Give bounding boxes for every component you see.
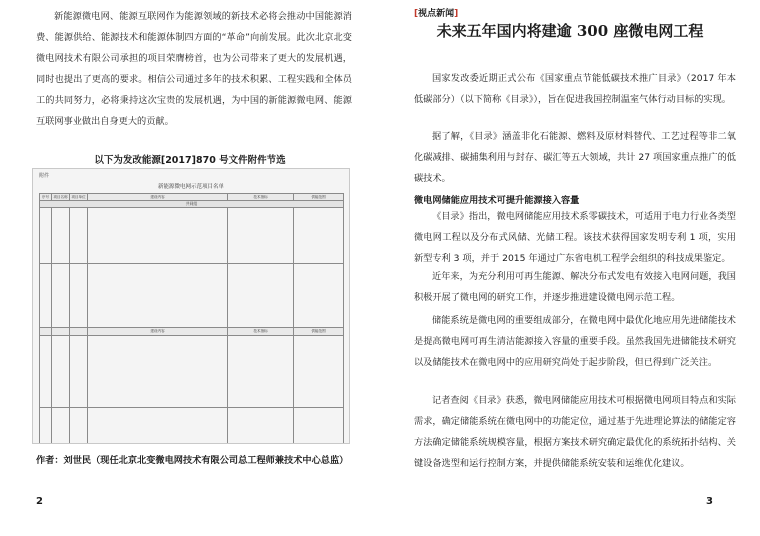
header-cell: 技术指标 xyxy=(228,194,294,201)
article-paragraph-1: 国家发改委近期正式公布《国家重点节能低碳技术推广目录》（2017 年本低碳部分）（以下简称《目录》），旨在促进我国控制温室气体行动目标的实现。 xyxy=(414,73,736,105)
article-paragraph-6: 记者查阅《目录》获悉，微电网储能应用技术可根据微电网项目特点和实际需求，确定储能系统在微电网中的功能定位，通过基于先进理论算法的储能定容方法确定储能系统规模容量，根据方案技术研究确定最优化的系统拓扑结构、关键设备选型和运行控制方案，并提供储能系统安装和运维优化建议。 xyxy=(414,395,736,469)
tag-text: 视点新闻 xyxy=(418,9,455,19)
tag-bracket-open: [ xyxy=(414,9,419,19)
scan-table-title: 新能源微电网示范项目名单 xyxy=(157,184,224,190)
tag-bracket-close: ] xyxy=(454,9,459,19)
section-label: 共同组 xyxy=(40,201,344,208)
header-cell: 建设内容 xyxy=(88,328,228,335)
article-paragraph-2: 据了解，《目录》涵盖非化石能源、燃料及原材料替代、工艺过程等非二氧化碳减排、碳捕集利用与封存、碳汇等五大领域，共计 27 项国家重点推广的低碳技术。 xyxy=(414,131,736,184)
section-tag xyxy=(414,6,458,19)
header-cell: 项目单位 xyxy=(71,195,86,199)
author-line: 作者：刘世民（现任北京北变微电网技术有限公司总工程师兼技术中心总监） xyxy=(36,455,349,466)
header-cell: 技术指标 xyxy=(228,328,294,335)
table-row xyxy=(40,407,344,444)
section-row xyxy=(40,201,344,208)
header-cell: 供能范围 xyxy=(294,194,344,201)
page-number-left: 2 xyxy=(36,496,43,507)
article-paragraph-5: 储能系统是微电网的重要组成部分，在微电网中最优化地应用先进储能技术是提高微电网可再生清洁能源接入容量的重要手段。虽然我国先进储能技术研究以及储能技术在微电网中的应用研究尚处于起步阶段，但已得到广泛关注。 xyxy=(414,315,736,368)
attachment-label: 附件 xyxy=(39,173,50,179)
scanned-attachment-image xyxy=(32,168,350,444)
intro-paragraph: 新能源微电网、能源互联网作为能源领域的新技术必将会推动中国能源消费、能源供给、能源技术和能源体制四方面的“革命”向前发展。此次北京北变微电网技术有限公司承担的项目荣膺榜首，也为公司带来了更大的发展机遇，同时也提出了更高的要求。相信公司通过多年的技术积累、工程实践和全体员工的共同努力，必将秉持这次宝贵的发展机遇，为中国的新能源微电网、能源互联网事业做出自身更大的贡献。 xyxy=(36,11,352,127)
table-row xyxy=(40,264,344,328)
header-cell: 建设内容 xyxy=(88,194,228,201)
article-title: 未来五年国内将建逾 300 座微电网工程 xyxy=(436,22,704,40)
table-row xyxy=(40,208,344,264)
article-subheading: 微电网储能应用技术可提升能源接入容量 xyxy=(414,195,580,206)
project-list-table xyxy=(39,193,344,444)
article-paragraph-3: 《目录》指出，微电网储能应用技术系零碳技术，可适用于电力行业各类型微电网工程以及分布式风储、光储工程。该技术获得国家发明专利 1 项，实用新型专利 3 项，并于 2015 年通过广东省电机工程学会组织的科技成果鉴定。 xyxy=(414,211,736,264)
page-number-right: 3 xyxy=(706,496,713,507)
header-cell: 项目名称 xyxy=(53,195,68,199)
table-row xyxy=(40,335,344,407)
table-header-row xyxy=(40,194,344,201)
header-cell: 供能范围 xyxy=(294,328,344,335)
header-cell: 序号 xyxy=(40,194,52,201)
table-header-row xyxy=(40,328,344,335)
right-page xyxy=(380,0,760,536)
article-paragraph-4: 近年来，为充分利用可再生能源、解决分布式发电有效接入电网问题，我国积极开展了微电网的研究工作，并逐步推进建设微电网示范工程。 xyxy=(414,271,736,303)
attachment-caption: 以下为发改能源[2017]870 号文件附件节选 xyxy=(94,155,286,166)
